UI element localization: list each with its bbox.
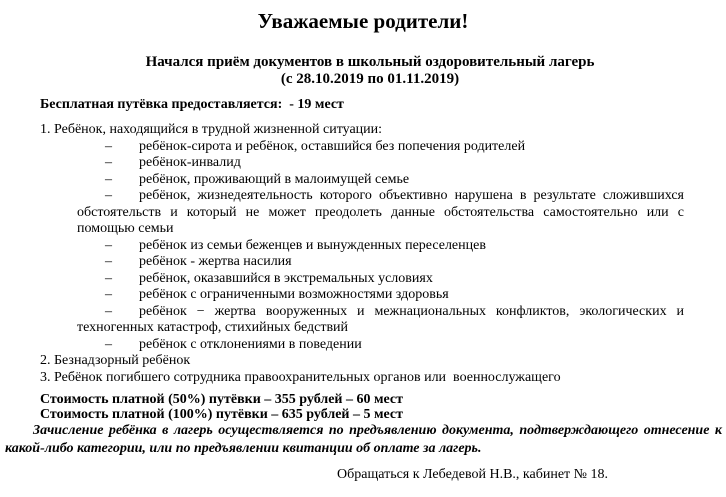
contact-line: Обращаться к Лебедевой Н.В., кабинет № 18. bbox=[337, 467, 609, 482]
list-item bbox=[40, 337, 684, 354]
list-item bbox=[40, 238, 684, 255]
subheader-line2: (с 28.10.2019 по 01.11.2019) bbox=[280, 71, 460, 87]
numbered-item-2: 2. Безнадзорный ребёнок bbox=[40, 353, 191, 368]
list-item bbox=[40, 139, 684, 156]
free-voucher-line: Бесплатная путёвка предоставляется: - 19 мест bbox=[40, 97, 344, 112]
list-item-text: ребёнок-инвалид bbox=[139, 155, 241, 170]
list-item-text: ребёнок из семьи беженцев и вынужденных переселенцев bbox=[139, 237, 486, 253]
list-item-text: ребёнок - жертва насилия bbox=[139, 254, 292, 269]
list-item-text: ребёнок с ограниченными возможностями здоровья bbox=[139, 287, 449, 302]
list-item-text: ребёнок − жертва вооруженных и межнациональных конфликтов, экологических и техногенных катастроф, стихийных бедствий bbox=[77, 303, 684, 335]
dash-bullet: – bbox=[105, 171, 112, 187]
list-item bbox=[40, 155, 684, 172]
list-item bbox=[40, 287, 684, 304]
dash-bullet: – bbox=[105, 270, 112, 286]
list-item-text: ребёнок с отклонениями в поведении bbox=[139, 336, 362, 352]
document-subheader bbox=[56, 54, 684, 88]
cost-100-line: Стоимость платной (100%) путёвки – 635 рублей – 5 мест bbox=[40, 407, 403, 422]
list-item bbox=[40, 271, 684, 288]
list-item-text: ребёнок, оказавшийся в экстремальных условиях bbox=[139, 270, 433, 286]
list-item-text: ребёнок-сирота и ребёнок, оставшийся без попечения родителей bbox=[139, 138, 526, 154]
dash-bullet: – bbox=[105, 287, 112, 302]
dash-bullet: – bbox=[105, 336, 112, 352]
list-item bbox=[40, 254, 684, 271]
dash-bullet: – bbox=[105, 254, 112, 269]
list-item bbox=[40, 188, 684, 238]
cost-50-line: Стоимость платной (50%) путёвки – 355 рублей – 60 мест bbox=[40, 392, 403, 407]
dash-bullet: – bbox=[105, 303, 112, 319]
list-item bbox=[40, 304, 684, 337]
numbered-item-1: 1. Ребёнок, находящийся в трудной жизненной ситуации: bbox=[40, 122, 383, 137]
subheader-line1: Начался приём документов в школьный оздоровительный лагерь bbox=[145, 54, 595, 70]
dash-bullet: – bbox=[105, 188, 112, 203]
dash-bullet: – bbox=[105, 155, 112, 170]
list-item bbox=[40, 172, 684, 189]
cost-block bbox=[40, 392, 684, 422]
list-item-text: ребёнок, жизнедеятельность которого объективно нарушена в результате сложившихся обстоятельств и который не может преодолеть данные обстоятельства самостоятельно или с помощью семьи bbox=[77, 188, 684, 236]
enrollment-note: Зачисление ребёнка в лагерь осуществляется по предъявлению документа, подтверждающего отнесение к какой-либо категории, или по предъявлении квитанции об оплате за лагерь. bbox=[5, 423, 722, 456]
numbered-item-3: 3. Ребёнок погибшего сотрудника правоохранительных органов или военнослужащего bbox=[40, 369, 561, 385]
dash-bullet: – bbox=[105, 138, 112, 154]
dash-bullet: – bbox=[105, 237, 112, 253]
list-item-text: ребёнок, проживающий в малоимущей семье bbox=[139, 171, 410, 187]
categories-list bbox=[40, 122, 684, 386]
page-title: Уважаемые родители! bbox=[257, 9, 469, 33]
